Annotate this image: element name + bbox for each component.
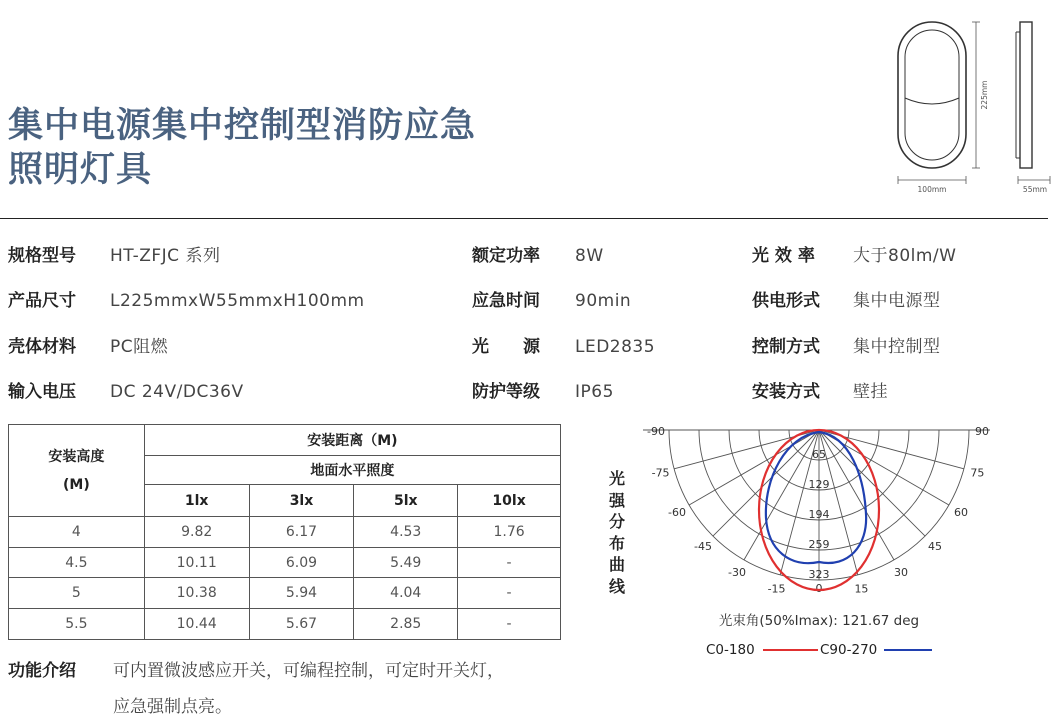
angle-label: -75 xyxy=(651,466,670,480)
table-cell: 4.5 xyxy=(9,548,145,578)
grid-spoke xyxy=(689,430,819,505)
spec-label: 壳体材料 xyxy=(8,337,76,357)
height-dim-label: 225mm xyxy=(980,80,989,110)
divider-line xyxy=(0,218,1048,219)
spec-label: 产品尺寸 xyxy=(8,291,76,311)
spec-label: 光 源 xyxy=(472,337,540,357)
label-char: 光 xyxy=(608,469,625,488)
page-title xyxy=(8,104,476,192)
function-label: 功能介绍 xyxy=(8,661,76,681)
table-row xyxy=(9,548,561,578)
spec-value: 集中控制型 xyxy=(853,337,941,357)
angle-label: 45 xyxy=(927,539,942,553)
function-description xyxy=(113,660,583,718)
column-header: 1lx xyxy=(144,485,249,517)
table-row xyxy=(9,578,561,609)
grid-spoke xyxy=(819,430,894,560)
spec-value: HT-ZFJC 系列 xyxy=(110,246,221,266)
angle-label: 60 xyxy=(954,506,969,519)
radial-label: 323 xyxy=(808,568,830,581)
product-width-dim xyxy=(898,176,966,184)
spec-value: LED2835 xyxy=(575,337,656,357)
spec-value: IP65 xyxy=(575,382,614,402)
table-cell: 5.49 xyxy=(354,548,458,578)
illuminance-header: 地面水平照度 xyxy=(144,456,560,485)
product-front-view xyxy=(898,22,966,168)
angle-label: 75 xyxy=(970,466,985,480)
spec-label: 应急时间 xyxy=(472,291,540,311)
legend-c90-270-label: C90-270 xyxy=(820,642,878,658)
spec-value: L225mmxW55mmxH100mm xyxy=(110,291,365,311)
product-depth-dim xyxy=(1018,176,1050,184)
grid-spoke xyxy=(819,430,925,536)
table-cell: 9.82 xyxy=(144,517,249,548)
table-cell: - xyxy=(458,548,561,578)
angle-label: 0 xyxy=(815,582,823,595)
table-cell: 2.85 xyxy=(354,609,458,640)
column-header: 10lx xyxy=(458,485,561,517)
table-cell: 6.09 xyxy=(249,548,354,578)
spec-label: 安装方式 xyxy=(752,382,820,402)
spec-value: 8W xyxy=(575,246,604,266)
table-cell: - xyxy=(458,609,561,640)
installation-distance-table xyxy=(8,424,561,640)
product-height-dim xyxy=(972,22,980,168)
spec-label: 供电形式 xyxy=(752,291,820,311)
product-side-view xyxy=(1016,22,1032,168)
spec-value: DC 24V/DC36V xyxy=(110,382,244,402)
spec-label: 额定功率 xyxy=(472,246,540,266)
table-cell: 6.17 xyxy=(249,517,354,548)
label-char: 曲 xyxy=(608,555,625,574)
distance-header: 安装距离（M) xyxy=(144,425,560,456)
radial-label: 129 xyxy=(808,478,830,491)
spec-value: PC阻燃 xyxy=(110,337,169,357)
radial-label: 194 xyxy=(808,508,830,521)
angle-label: 90 xyxy=(975,425,989,438)
table-cell: 5 xyxy=(9,578,145,609)
title-line-1: 集中电源集中控制型消防应急 xyxy=(8,106,477,146)
table-cell: 1.76 xyxy=(458,517,561,548)
function-line-2: 应急强制点亮。 xyxy=(113,697,232,717)
table-row xyxy=(9,609,561,640)
spec-label: 控制方式 xyxy=(752,337,820,357)
width-dim-label: 100mm xyxy=(917,185,947,194)
spec-value: 大于80lm/W xyxy=(853,246,957,266)
table-cell: - xyxy=(458,578,561,609)
spec-value: 壁挂 xyxy=(853,382,888,402)
table-cell: 10.11 xyxy=(144,548,249,578)
table-cell: 4.53 xyxy=(354,517,458,548)
table-cell: 5.94 xyxy=(249,578,354,609)
beam-angle-text: 光束角(50%Imax): 121.67 deg xyxy=(718,613,920,629)
radial-label: 259 xyxy=(808,538,830,551)
angle-label: -90 xyxy=(647,425,665,438)
polar-intensity-diagram xyxy=(640,418,990,668)
angle-label: -15 xyxy=(767,582,786,596)
title-line-2: 照明灯具 xyxy=(8,150,153,190)
spec-label: 防护等级 xyxy=(472,382,540,402)
legend-c0-180-label: C0-180 xyxy=(706,642,755,658)
table-row xyxy=(9,517,561,548)
table-cell: 5.5 xyxy=(9,609,145,640)
radial-label: 65 xyxy=(812,448,826,461)
column-header: 5lx xyxy=(354,485,458,517)
label-char: 强 xyxy=(608,490,625,510)
table-cell: 5.67 xyxy=(249,609,354,640)
spec-value: 90min xyxy=(575,291,632,311)
label-char: 布 xyxy=(608,533,625,553)
angle-label: -45 xyxy=(694,539,713,553)
spec-value: 集中电源型 xyxy=(853,291,941,311)
product-drawing xyxy=(890,10,1057,200)
spec-label: 规格型号 xyxy=(8,246,76,266)
height-header: 安装高度(M) xyxy=(48,448,105,493)
angle-label: -30 xyxy=(728,566,746,580)
spec-label: 光 效 率 xyxy=(752,246,815,266)
table-cell: 10.38 xyxy=(144,578,249,609)
polar-curve-label xyxy=(606,468,628,597)
table-cell: 10.44 xyxy=(144,609,249,640)
angle-label: 30 xyxy=(894,566,908,580)
height-header-cell xyxy=(9,425,145,517)
spec-label: 输入电压 xyxy=(8,382,76,402)
table-cell: 4.04 xyxy=(354,578,458,609)
table-cell: 4 xyxy=(9,517,145,548)
angle-label: -60 xyxy=(667,506,686,519)
label-char: 分 xyxy=(608,512,625,531)
polar-legend xyxy=(706,642,932,658)
function-line-1: 可内置微波感应开关，可编程控制，可定时开关灯， xyxy=(113,661,504,681)
angle-label: 15 xyxy=(854,582,869,596)
depth-dim-label: 55mm xyxy=(1022,185,1048,194)
column-header: 3lx xyxy=(249,485,354,517)
label-char: 线 xyxy=(608,576,625,596)
